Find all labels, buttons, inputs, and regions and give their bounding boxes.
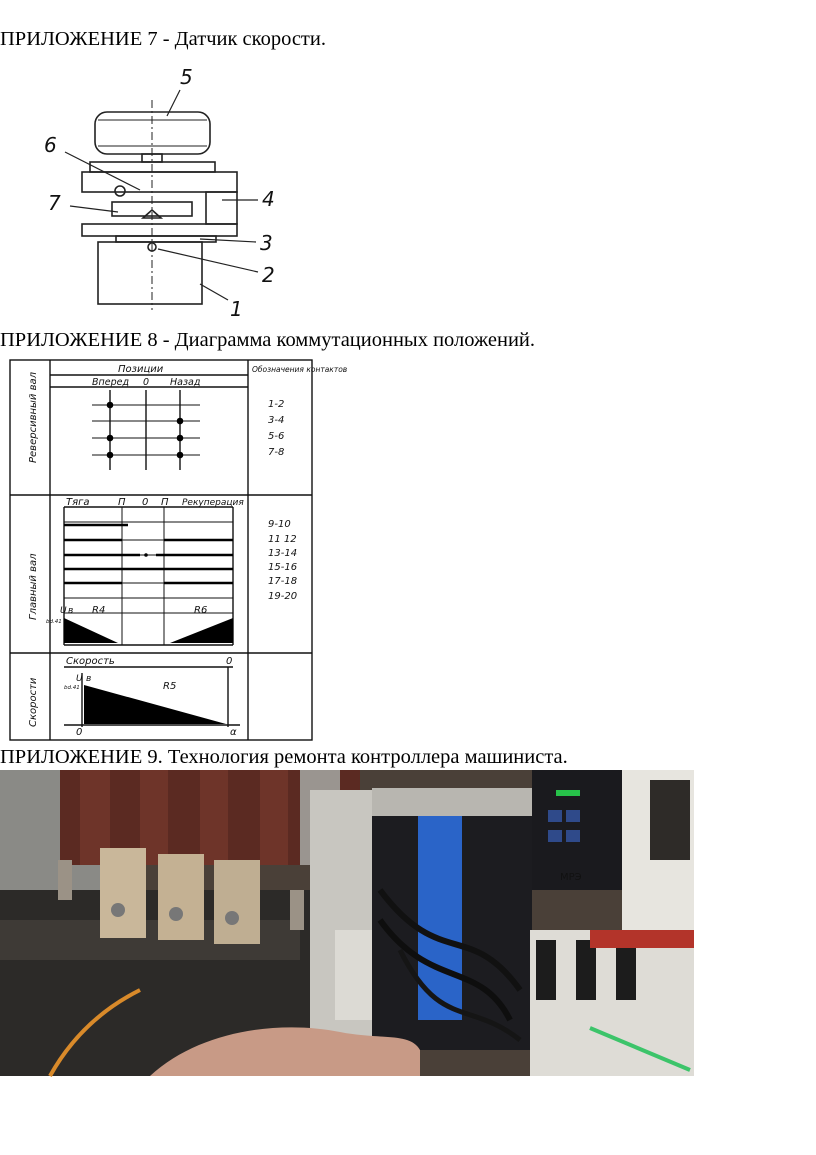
r4-label: R4 <box>92 605 106 616</box>
contact-label: 11 12 <box>268 534 297 545</box>
r4-wedge <box>64 618 118 643</box>
label-7: 7 <box>48 191 61 215</box>
traction-label: Тяга <box>66 497 90 508</box>
positions-header: Позиции <box>118 364 164 375</box>
contact-label: 7-8 <box>268 447 285 458</box>
speed-axis-u: U <box>76 674 83 684</box>
appendix-7-title: ПРИЛОЖЕНИЕ 7 - Датчик скорости. <box>0 28 326 50</box>
speed-axis-small: bd.41 <box>64 685 80 691</box>
controller-repair-photo <box>0 770 694 1076</box>
appendix-8-title: ПРИЛОЖЕНИЕ 8 - Диаграмма коммутационных положений. <box>0 329 536 351</box>
forward-header: Вперед <box>92 377 130 388</box>
r6-label: R6 <box>194 605 208 616</box>
reverse-contact-dots <box>107 402 184 557</box>
p2-label: П <box>161 497 169 508</box>
housing-part-4 <box>82 172 237 192</box>
speed-label: Скорость <box>66 656 115 667</box>
reverse-shaft-label: Реверсивный вал <box>28 372 39 463</box>
contact-label: 9-10 <box>268 519 291 530</box>
speed-sensor-drawing <box>40 60 300 320</box>
speed-axis-unit: в <box>86 674 92 684</box>
main-axis-small: bd.41 <box>46 619 62 625</box>
switching-diagram <box>0 355 348 745</box>
contact-label: 5-6 <box>268 431 285 442</box>
label-5: 5 <box>180 65 193 89</box>
main-axis-unit: в <box>68 606 74 616</box>
label-6: 6 <box>44 133 57 157</box>
panel-brand-label: МРЭ <box>560 872 582 883</box>
p1-label: П <box>118 497 126 508</box>
main-shaft-label: Главный вал <box>28 553 39 620</box>
lower-plate <box>82 224 237 236</box>
speed-origin: 0 <box>76 727 83 738</box>
contact-label: 13-14 <box>268 548 298 559</box>
contact-label: 3-4 <box>268 415 285 426</box>
contact-label: 15-16 <box>268 562 298 573</box>
label-3: 3 <box>260 231 273 255</box>
r6-wedge <box>170 618 233 643</box>
contact-label: 17-18 <box>268 576 298 587</box>
zero-header: 0 <box>143 377 150 388</box>
back-header: Назад <box>170 377 201 388</box>
r5-wedge <box>84 685 226 724</box>
contact-label: 1-2 <box>268 399 285 410</box>
contact-label: 19-20 <box>268 591 298 602</box>
main-zero-label: 0 <box>142 497 149 508</box>
r5-label: R5 <box>163 681 177 692</box>
label-2: 2 <box>262 263 275 287</box>
speed-zero-label: 0 <box>226 656 233 667</box>
label-1: 1 <box>230 297 243 321</box>
speed-alpha: α <box>230 727 237 738</box>
contacts-header: Обозначения контактов <box>252 365 348 374</box>
label-4: 4 <box>262 187 275 211</box>
recuperation-label: Рекуперация <box>182 498 244 508</box>
main-axis-u: U <box>60 606 67 616</box>
appendix-9-title: ПРИЛОЖЕНИЕ 9. Технология ремонта контроллера машиниста. <box>0 746 568 768</box>
speed-shaft-label: Скорости <box>28 677 39 727</box>
